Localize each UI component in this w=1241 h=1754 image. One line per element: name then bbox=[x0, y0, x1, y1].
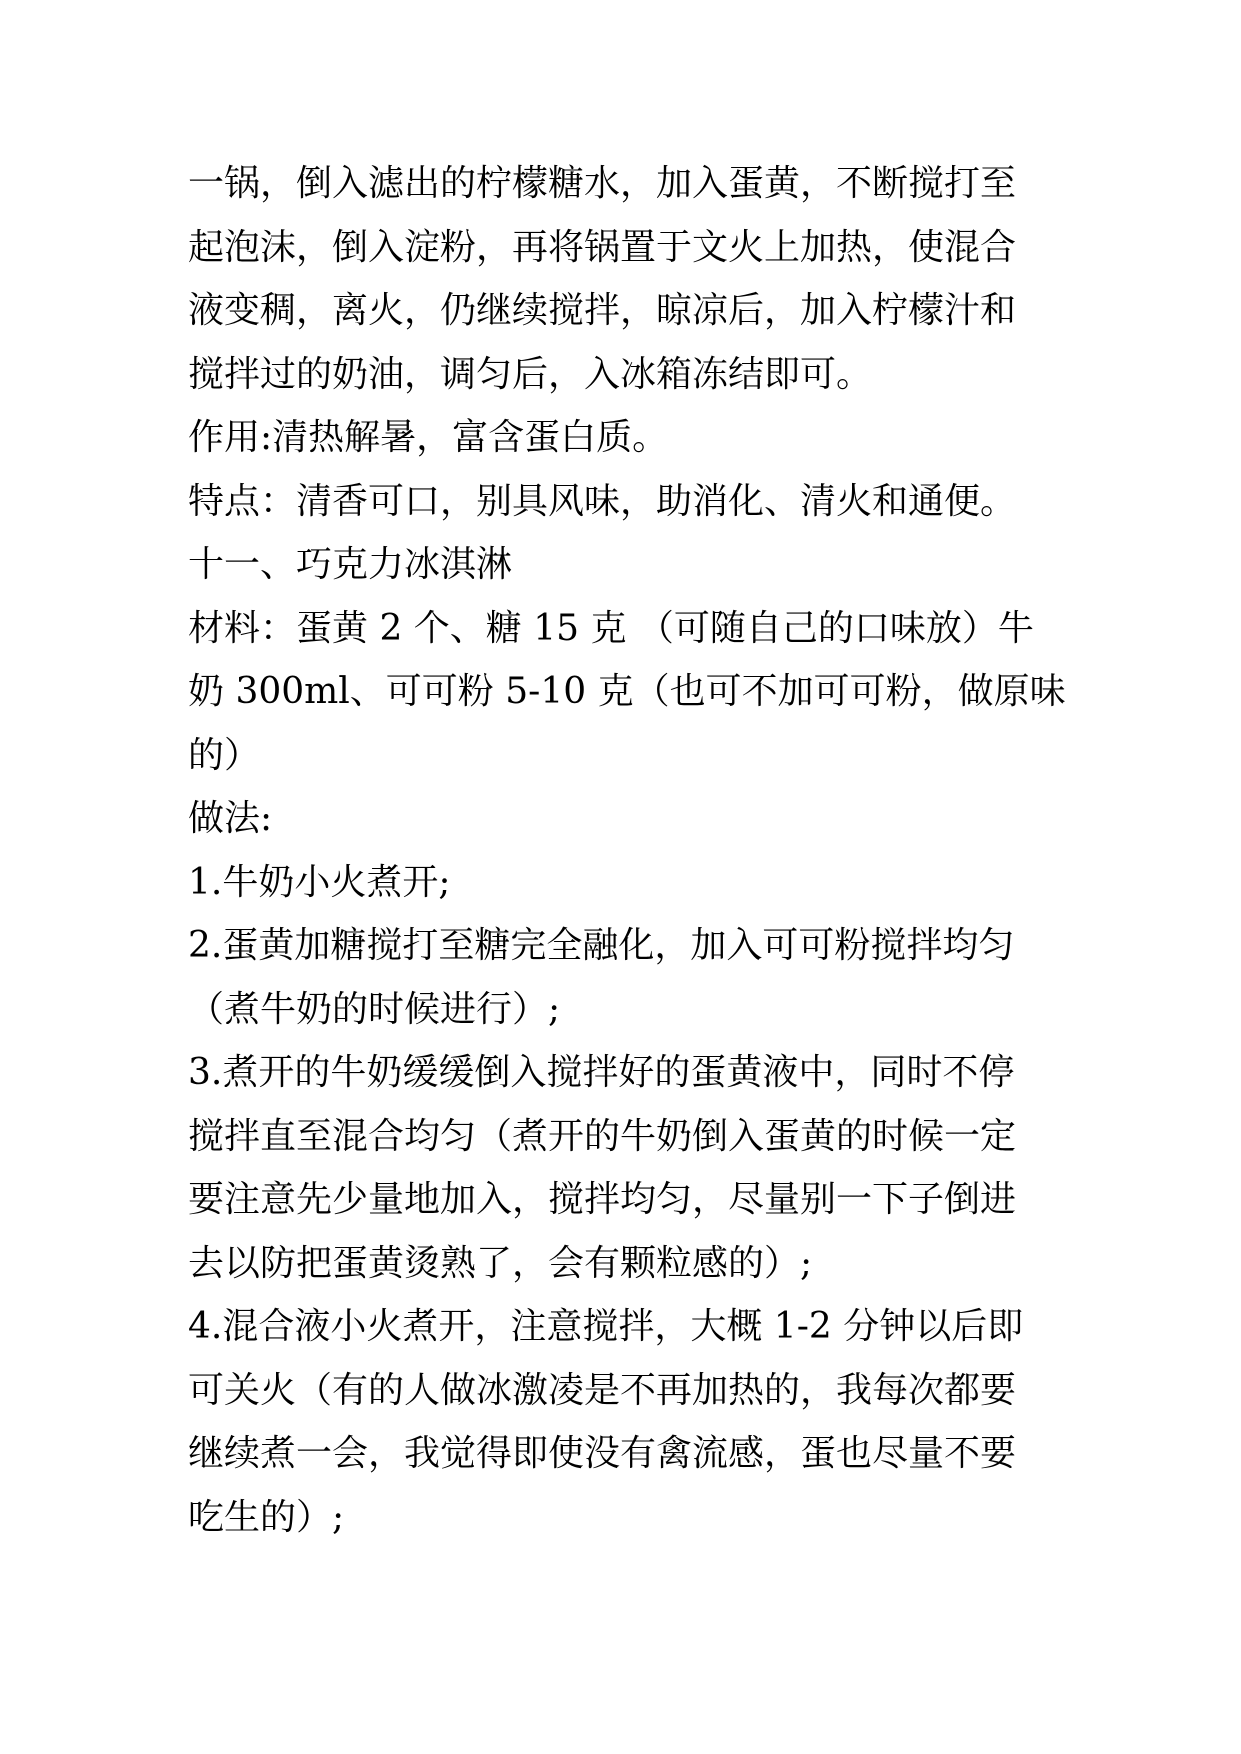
text-line: 搅拌过的奶油，调匀后，入冰箱冻结即可。 bbox=[188, 353, 873, 395]
step-line: 2.蛋黄加糖搅打至糖完全融化，加入可可粉搅拌均匀 bbox=[188, 925, 1015, 966]
step-line: 继续煮一会，我觉得即使没有禽流感，蛋也尽量不要 bbox=[188, 1433, 1017, 1474]
step-line: 4.混合液小火煮开，注意搅拌，大概 1-2 分钟以后即 bbox=[188, 1306, 1024, 1347]
text-line: 起泡沫，倒入淀粉，再将锅置于文火上加热，使混合 bbox=[188, 226, 1017, 268]
step-line: 要注意先少量地加入，搅拌均匀，尽量别一下子倒进 bbox=[188, 1179, 1017, 1220]
text-line: 作用:清热解暑，富含蛋白质。 bbox=[188, 417, 669, 458]
step-line: 3.煮开的牛奶缓缓倒入搅拌好的蛋黄液中，同时不停 bbox=[188, 1052, 1015, 1093]
text-line: 材料：蛋黄 2 个、糖 15 克 （可随自己的口味放）牛 bbox=[188, 607, 1034, 649]
text-line: 特点：清香可口，别具风味，助消化、清火和通便。 bbox=[188, 480, 1017, 522]
section-heading: 十一、巧克力冰淇淋 bbox=[188, 544, 513, 585]
step-line: 搅拌直至混合均匀（煮开的牛奶倒入蛋黄的时候一定 bbox=[188, 1115, 1017, 1157]
text-line: 做法: bbox=[188, 798, 273, 839]
step-line: （煮牛奶的时候进行）; bbox=[188, 988, 561, 1030]
step-line: 1.牛奶小火煮开; bbox=[188, 861, 451, 903]
text-line: 奶 300ml、可可粉 5-10 克（也可不加可可粉，做原味 bbox=[188, 671, 1066, 712]
text-line: 液变稠，离火，仍继续搅拌，晾凉后，加入柠檬汁和 bbox=[188, 290, 1017, 331]
step-line: 吃生的）; bbox=[188, 1496, 345, 1538]
step-line: 去以防把蛋黄烫熟了，会有颗粒感的）; bbox=[188, 1242, 813, 1284]
document-page bbox=[188, 152, 1066, 1549]
text-line: 的） bbox=[188, 734, 261, 776]
text-line: 一锅，倒入滤出的柠檬糖水，加入蛋黄，不断搅打至 bbox=[188, 163, 1017, 204]
step-line: 可关火（有的人做冰激凌是不再加热的，我每次都要 bbox=[188, 1369, 1017, 1411]
